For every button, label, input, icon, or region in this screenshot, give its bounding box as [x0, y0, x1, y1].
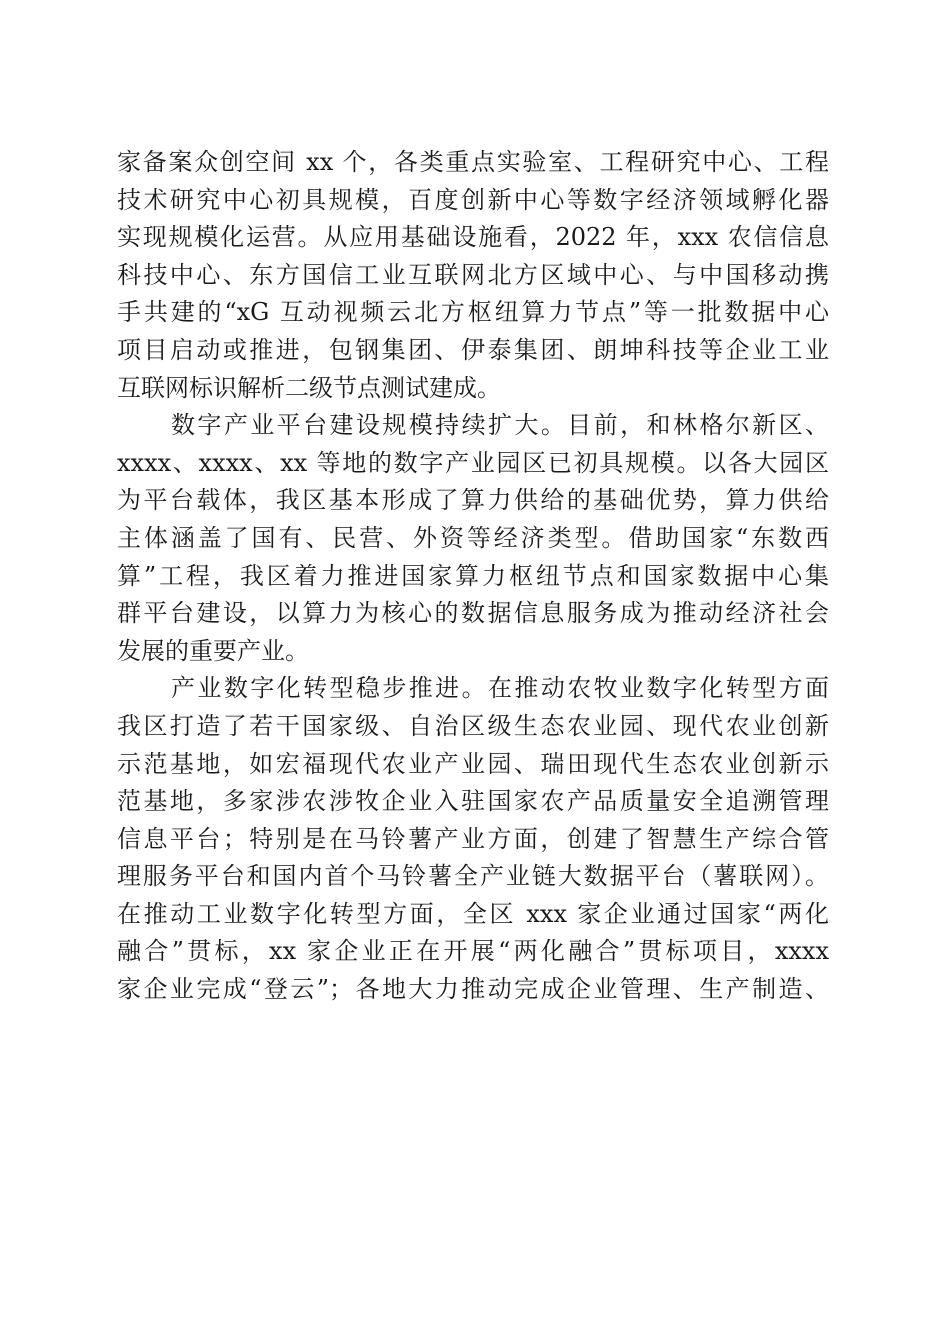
text-line: 家企业完成“登云”；各地大力推动完成企业管理、生产制造、 [117, 975, 829, 1004]
text-line: 群平台建设，以算力为核心的数据信息服务成为推动经济社会 [117, 599, 829, 628]
paragraph-industrial-digitalization [117, 670, 829, 1008]
text-line: xxxx、xxxx、xx 等地的数字产业园区已初具规模。以各大园区 [117, 448, 829, 477]
paragraph-digital-industry-platforms [117, 407, 829, 670]
text-line: 项目启动或推进，包钢集团、伊泰集团、朗坤科技等企业工业 [117, 335, 829, 364]
text-line: 范基地，多家涉农涉牧企业入驻国家农产品质量安全追溯管理 [117, 787, 829, 816]
text-line: 我区打造了若干国家级、自治区级生态农业园、现代农业创新 [117, 711, 829, 740]
text-line: 发展的重要产业。 [117, 636, 309, 665]
text-line: 实现规模化运营。从应用基础设施看，2022 年，xxx 农信信息 [117, 223, 829, 252]
text-line: 技术研究中心初具规模，百度创新中心等数字经济领域孵化器 [117, 185, 829, 214]
text-line: 理服务平台和国内首个马铃薯全产业链大数据平台（薯联网）。 [117, 862, 829, 891]
text-line: 示范基地，如宏福现代农业产业园、瑞田现代生态农业创新示 [117, 749, 829, 778]
text-line: 为平台载体，我区基本形成了算力供给的基础优势，算力供给 [117, 486, 829, 515]
text-line: 科技中心、东方国信工业互联网北方区域中心、与中国移动携 [117, 260, 829, 289]
text-line: 融合”贯标，xx 家企业正在开展“两化融合”贯标项目，xxxx [117, 937, 829, 966]
text-line: 家备案众创空间 xx 个，各类重点实验室、工程研究中心、工程 [117, 148, 829, 176]
text-line: 在推动工业数字化转型方面，全区 xxx 家企业通过国家“两化 [117, 899, 829, 928]
text-line: 数字产业平台建设规模持续扩大。目前，和林格尔新区、 [171, 411, 829, 440]
document-body [117, 144, 829, 1009]
text-line: 主体涵盖了国有、民营、外资等经济类型。借助国家“东数西 [117, 523, 829, 552]
paragraph-innovation-platforms [117, 144, 829, 407]
text-line: 手共建的“xG 互动视频云北方枢纽算力节点”等一批数据中心 [117, 298, 829, 327]
text-line: 信息平台；特别是在马铃薯产业方面，创建了智慧生产综合管 [117, 824, 829, 853]
text-line: 产业数字化转型稳步推进。在推动农牧业数字化转型方面 [171, 674, 829, 703]
text-line: 算”工程，我区着力推进国家算力枢纽节点和国家数据中心集 [117, 561, 829, 590]
text-line: 互联网标识解析二级节点测试建成。 [117, 373, 501, 402]
